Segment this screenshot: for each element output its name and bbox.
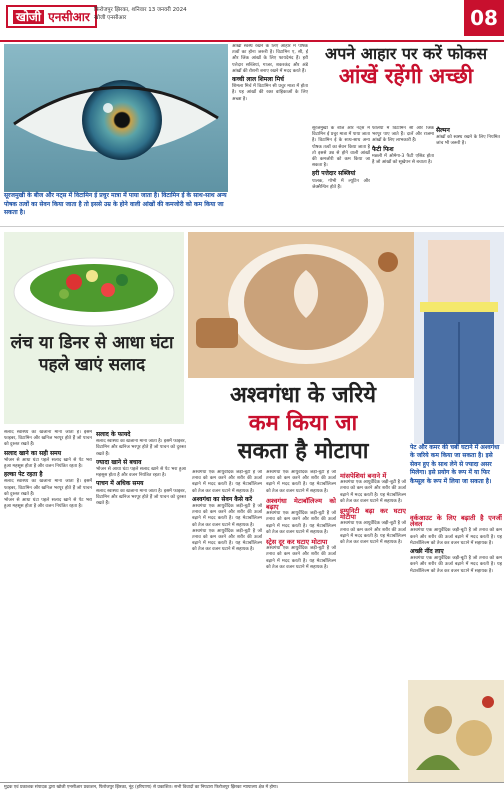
ashwagandha-herbs-photo — [408, 680, 504, 782]
page-number: 08 — [464, 0, 504, 36]
eye-headline — [312, 44, 500, 88]
ash-col1: अश्वगंधा एक आयुर्वेदिक जड़ी-बूटी है जो तनाव को कम करने और शरीर की ऊर्जा बढ़ाने में मदद करती है। यह मेटाबॉलिज्म को तेज कर वजन घटाने में सहायक है। अश्वगंधा का सेवन कैसे करें अश्वगंधा एक आयुर्वेदिक जड़ी-बूटी है जो तनाव को कम करने और शरीर की ऊर्जा बढ़ाने में मदद करती है। यह मेटाबॉलिज्म को तेज कर वजन घटाने में सहायक है। अश्वगंधा एक आयुर्वेदिक जड़ी-बूटी है जो तनाव को कम करने और शरीर की ऊर्जा बढ़ाने में मदद करती है। यह मेटाबॉलिज्म को तेज कर वजन घटाने में सहायक है। — [192, 470, 262, 553]
eye-subhead: कच्ची लाल शिमला मिर्च — [232, 76, 284, 84]
eye-article-col1 — [232, 44, 308, 222]
ash-col4: वर्कआउट के लिए बढ़ाती है एनर्जी लेवल अश्वगंधा एक आयुर्वेदिक जड़ी-बूटी है जो तनाव को कम करने और शरीर की ऊर्जा बढ़ाने में मदद करती है। यह मेटाबॉलिज्म को तेज कर वजन घटाने में सहायक है। अच्छी नींद लाए अश्वगंधा एक आयुर्वेदिक जड़ी-बूटी है जो तनाव को कम करने और शरीर की ऊर्जा बढ़ाने में मदद करती है। यह मेटाबॉलिज्म को तेज कर वजन घटाने में सहायक है। — [410, 514, 502, 574]
salad-headline: लंच या डिनर से आधा घंटा पहले खाएं सलाद — [10, 333, 174, 375]
eye-body: आंखों स्वस्थ रखने के लिए आहार में पोषक तत्वों का होना जरूरी है। विटामिन ए, सी, ई और जिंक आंखों के लिए फायदेमंद हैं। हरी पत्तेदार सब्जियां, गाजर, शकरकंद और अंडे आंखों की रोशनी बनाए रखने में मदद करते हैं। — [232, 44, 308, 74]
ash-col2: अश्वगंधा एक आयुर्वेदिक जड़ी-बूटी है जो तनाव को कम करने और शरीर की ऊर्जा बढ़ाने में मदद करती है। यह मेटाबॉलिज्म को तेज कर वजन घटाने में सहायक है। अश्वगंधा मेटाबॉलिज्म को बढ़ाए अश्वगंधा एक आयुर्वेदिक जड़ी-बूटी है जो तनाव को कम करने और शरीर की ऊर्जा बढ़ाने में मदद करती है। यह मेटाबॉलिज्म को तेज कर वजन घटाने में सहायक है। स्ट्रेस दूर कर घटाए मोटापा अश्वगंधा एक आयुर्वेदिक जड़ी-बूटी है जो तनाव को कम करने और शरीर की ऊर्जा बढ़ाने में मदद करती है। यह मेटाबॉलिज्म को तेज कर वजन घटाने में सहायक है। — [266, 470, 336, 570]
eye-article-col3: फलियों में विटामिन सी और जिंक भरपूर पाए जाते हैं। दालें और राजमा आंखों के लिए लाभकारी हैं। फैटी फिश मछली में ओमेगा-3 फैटी एसिड होता है जो आंखों को सूखेपन से बचाता है। — [372, 126, 434, 166]
headline-line1: अपने आहार पर करें फोकस — [324, 44, 488, 63]
eye-article-col2: सूरजमुखी के बीज और नट्स में विटामिन ई प्रचुर मात्रा में पाया जाता है। विटामिन ई के साथ-साथ अन्य पोषक तत्वों का सेवन किया जाता है तो इससे उम्र से होने वाली आंखों की कमजोरी को कम किया जा सकता है। हरी पत्तेदार सब्जियां पालक, गोभी में ल्यूटिन और जेक्सैन्थिन होते हैं। — [312, 126, 370, 190]
eye-article-col4: सैल्मन आंखों को स्वस्थ रखने के लिए नियमित जांच भी जरूरी है। — [436, 127, 500, 147]
masthead — [0, 0, 504, 42]
eye-photo — [4, 44, 228, 192]
eye-body2: शिमला मिर्च में विटामिन सी प्रचुर मात्रा में होता है। यह आंखों की रक्त वाहिकाओं के लिए अच्छा है। — [232, 84, 308, 102]
header-rule — [0, 40, 504, 42]
salad-col1: सलाद स्वास्थ्य का खजाना माना जाता है। इसमें फाइबर, विटामिन और खनिज भरपूर होते हैं जो पाचन को दुरुस्त रखते हैं। सलाद खाने का सही समय भोजन से आधा घंटा पहले सलाद खाने से पेट भरा हुआ महसूस होता है और वजन नियंत्रित रहता है। हल्का पेट रहता है सलाद स्वास्थ्य का खजाना माना जाता है। इसमें फाइबर, विटामिन और खनिज भरपूर होते हैं जो पाचन को दुरुस्त रखते हैं। भोजन से आधा घंटा पहले सलाद खाने से पेट भरा हुआ महसूस होता है और वजन नियंत्रित रहता है। — [4, 430, 92, 510]
ash-col3: मांसपेशियां बनाने में अश्वगंधा एक आयुर्वेदिक जड़ी-बूटी है जो तनाव को कम करने और शरीर की ऊर्जा बढ़ाने में मदद करती है। यह मेटाबॉलिज्म को तेज कर वजन घटाने में सहायक है। इम्युनिटी बढ़ा कर घटाए मोटापा अश्वगंधा एक आयुर्वेदिक जड़ी-बूटी है जो तनाव को कम करने और शरीर की ऊर्जा बढ़ाने में मदद करती है। यह मेटाबॉलिज्म को तेज कर वजन घटाने में सहायक है। — [340, 472, 406, 546]
ashwagandha-headline: अश्वगंधा के जरिये कम किया जा सकता है मोटापा — [230, 383, 376, 464]
masthead-meta: फिरोजपुर झिरका, शनिवार 13 जनवरी 2024 खोजी एनसीआर — [94, 7, 187, 21]
waist-measure-photo — [414, 232, 504, 444]
ashwagandha-drink-photo — [188, 232, 414, 378]
newspaper-logo: खोजी एनसीआर — [6, 5, 97, 28]
section-divider — [0, 226, 504, 227]
salad-photo — [4, 232, 184, 424]
headline-line2: आंखें रहेंगी अच्छी — [338, 64, 474, 88]
eye-caption: सूरजमुखी के बीज और नट्स में विटामिन ई प्रचुर मात्रा में पाया जाता है। विटामिन ई के साथ-साथ अन्य पोषक तत्वों का सेवन किया जाता है तो इससे उम्र के होने वाली आंखों की कमजोरी को कम किया जा सकता है। — [4, 192, 227, 216]
ashwagandha-caption: पेट और कमर की चर्बी घटाने में अश्वगंधा के जरिये कम किया जा सकता है। इसे सेवन हुए के साथ लेने से ज्यादा असर मिलेगा। इसे प्रयोग के रूप में या फिर कैप्सूल के रूप में लिया जा सकता है। — [410, 444, 500, 485]
footer-imprint: मुद्रक एवं प्रकाशक संपादक द्वारा खोजी एनसीआर प्रकाशन, फिरोजपुर झिरका, नूंह (हरियाणा) से प्रकाशित। सभी विवादों का निपटारा फिरोजपुर झिरका न्यायालय क्षेत्र में होगा। — [0, 782, 504, 800]
salad-col2: सलाद के फायदे सलाद स्वास्थ्य का खजाना माना जाता है। इसमें फाइबर, विटामिन और खनिज भरपूर होते हैं जो पाचन को दुरुस्त रखते हैं। ज्यादा खाने से बचाव भोजन से आधा घंटा पहले सलाद खाने से पेट भरा हुआ महसूस होता है और वजन नियंत्रित रहता है। पाचन में अधिक समय सलाद स्वास्थ्य का खजाना माना जाता है। इसमें फाइबर, विटामिन और खनिज भरपूर होते हैं जो पाचन को दुरुस्त रखते हैं। — [96, 431, 186, 507]
